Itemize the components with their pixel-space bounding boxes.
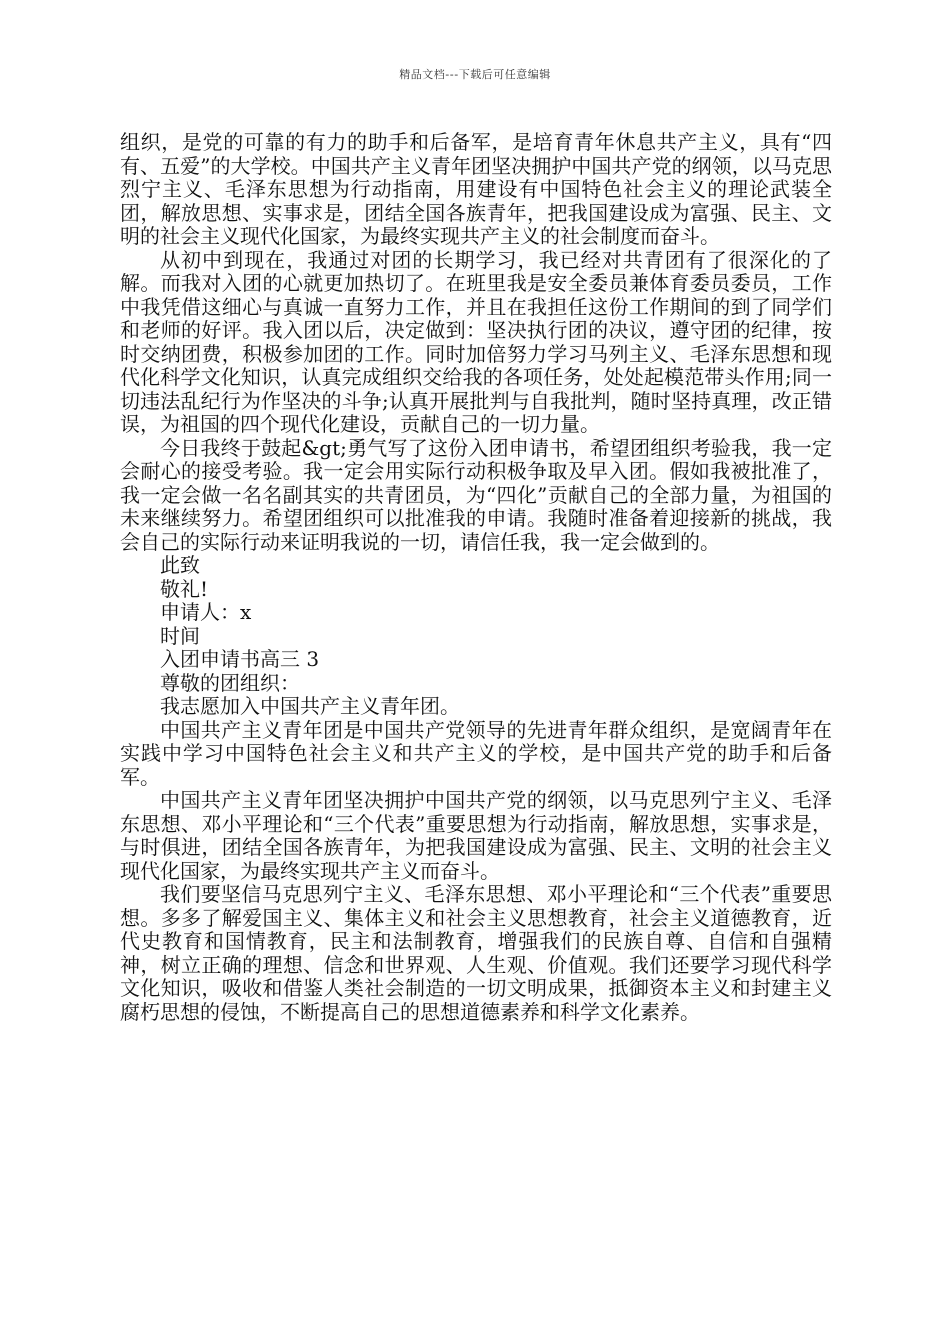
application-date: 时间	[160, 623, 200, 648]
paragraph: 中国共产主义青年团是中国共产党领导的先进青年群众组织，是宽阔青年在实践中学习中国特色社会主义和共产主义的学校，是中国共产党的助手和后备军。	[120, 717, 832, 789]
paragraph: 中国共产主义青年团坚决拥护中国共产党的纲领，以马克思列宁主义、毛泽东思想、邓小平理论和“三个代表”重要思想为行动指南，解放思想，实事求是，与时俱进，团结全国各族青年，为把我国建设成为富强、民主、文明的社会主义现代化国家，为最终实现共产主义而奋斗。	[120, 788, 832, 883]
section-title: 入团申请书高三 3	[160, 647, 320, 671]
closing-respect: 敬礼!	[160, 576, 209, 601]
paragraph-continuation: 组织，是党的可靠的有力的助手和后备军，是培育青年休息共产主义，具有“四有、五爱”的大学校。中国共产主义青年团坚决拥护中国共产党的纲领，以马克思烈宁主义、毛泽东思想为行动指南，用建设有中国特色社会主义的理论武装全团，解放思想、实事求是，团结全国各族青年，把我国建设成为富强、民主、文明的社会主义现代化国家，为最终实现共产主义的社会制度而奋斗。	[120, 130, 832, 248]
document-body	[120, 131, 832, 1024]
closing-salutation: 此致	[160, 553, 200, 577]
applicant-name: 申请人：x	[160, 600, 252, 624]
salutation: 尊敬的团组织：	[160, 670, 300, 695]
paragraph: 我们要坚信马克思列宁主义、毛泽东思想、邓小平理论和“三个代表”重要思想。多多了解爱国主义、集体主义和社会主义思想教育，社会主义道德教育，近代史教育和国情教育，民主和法制教育，增强我们的民族自尊、自信和自强精神，树立正确的理想、信念和世界观、人生观、价值观。我们还要学习现代科学文化知识，吸收和借鉴人类社会制造的一切文明成果，抵御资本主义和封建主义腐朽思想的侵蚀，不断提高自己的思想道德素养和科学文化素养。	[120, 882, 832, 1024]
paragraph: 从初中到现在，我通过对团的长期学习，我已经对共青团有了很深化的了解。而我对入团的心就更加热切了。在班里我是安全委员兼体育委员委员，工作中我凭借这细心与真诚一直努力工作，并且在我担任这份工作期间的到了同学们和老师的好评。我入团以后，决定做到：坚决执行团的决议，遵守团的纪律，按时交纳团费，积极参加团的工作。同时加倍努力学习马列主义、毛泽东思想和现代化科学文化知识，认真完成组织交给我的各项任务，处处起模范带头作用;同一切违法乱纪行为作坚决的斗争;认真开展批判与自我批判，随时坚持真理，改正错误，为祖国的四个现代化建设，贡献自己的一切力量。	[120, 247, 832, 436]
page-header: 精品文档---下载后可任意编辑	[399, 68, 551, 81]
paragraph: 我志愿加入中国共产主义青年团。	[160, 694, 460, 718]
paragraph: 今日我终于鼓起&gt;勇气写了这份入团申请书，希望团组织考验我，我一定会耐心的接受考验。我一定会用实际行动积极争取及早入团。假如我被批准了，我一定会做一名名副其实的共青团员，为“四化”贡献自己的全部力量，为祖国的未来继续努力。希望团组织可以批准我的申请。我随时准备着迎接新的挑战，我会自己的实际行动来证明我说的一切，请信任我，我一定会做到的。	[120, 435, 832, 554]
